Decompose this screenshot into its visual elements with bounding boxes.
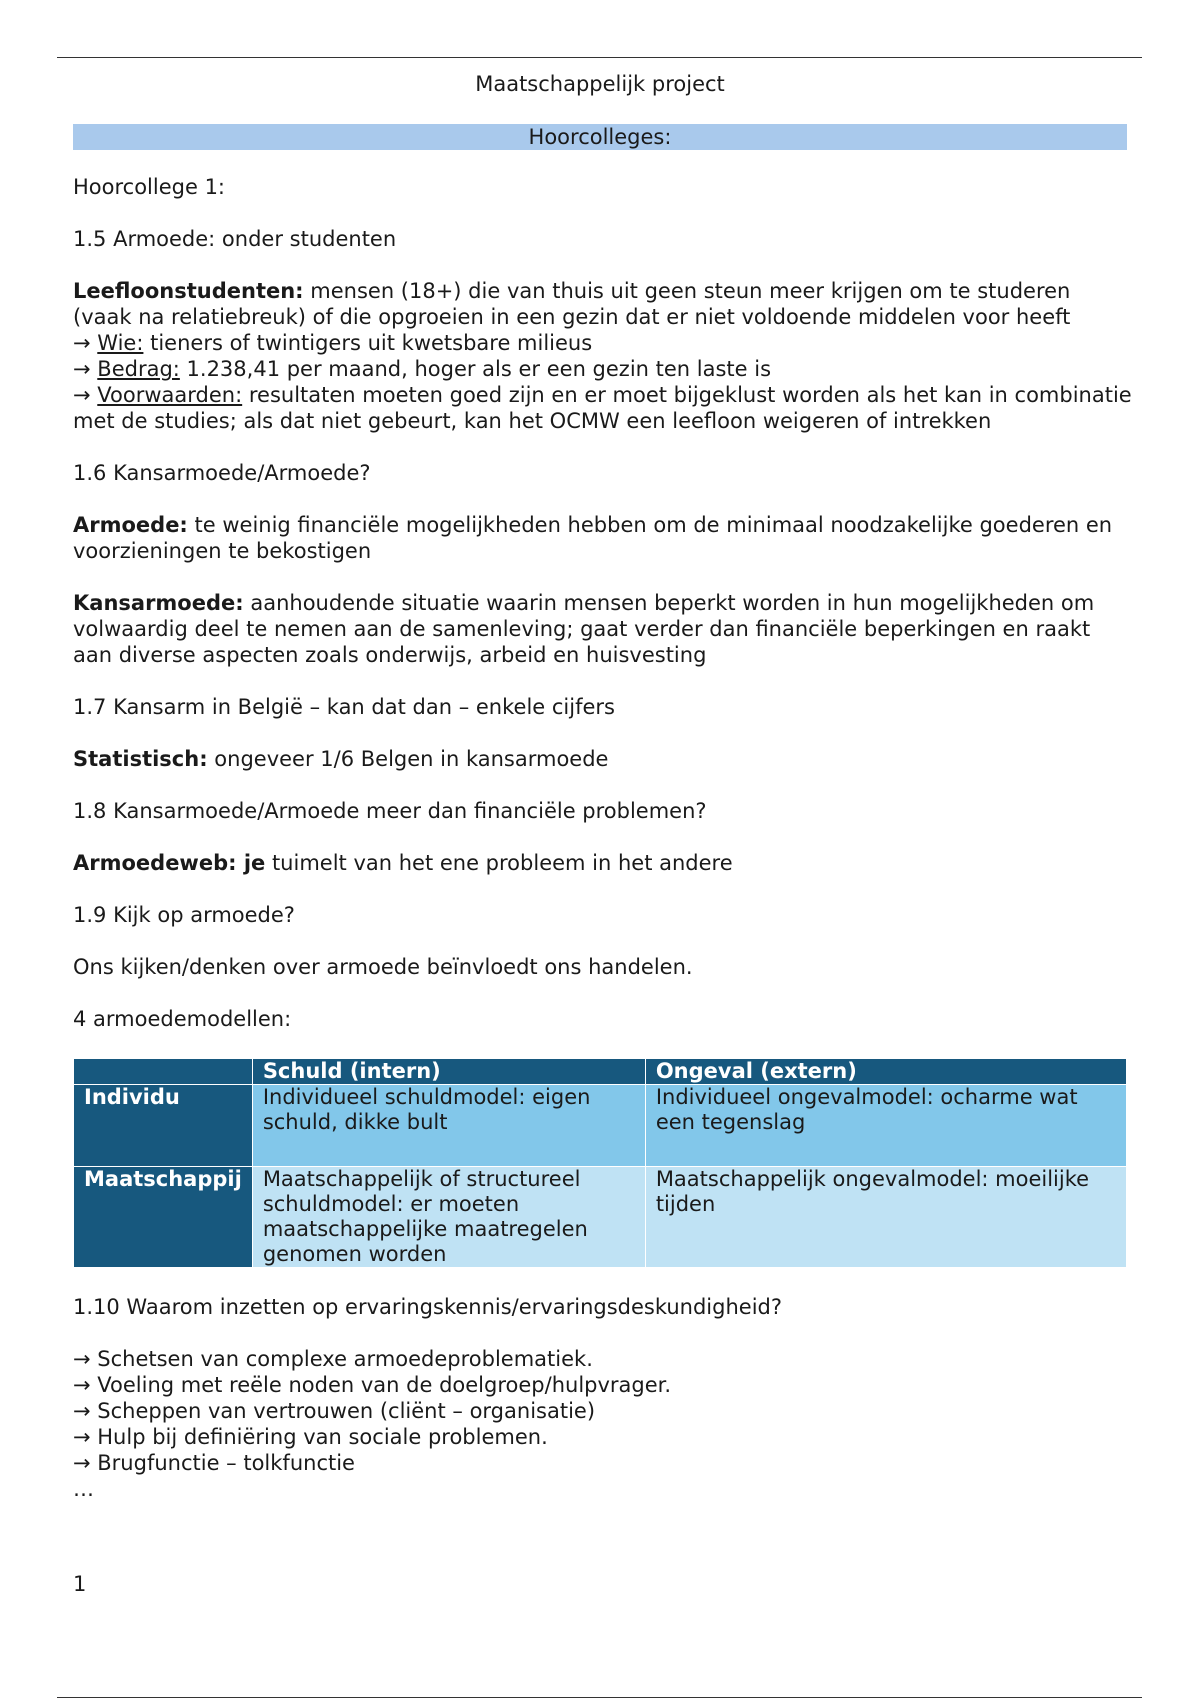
armoedeweb-term: Armoedeweb: je: [73, 851, 266, 875]
list-item: → Voeling met reële noden van de doelgroep/hulpvrager.: [73, 1373, 672, 1397]
list-item: → Brugfunctie – tolkfunctie: [73, 1451, 355, 1475]
table-cell: Maatschappelijk of structureel schuldmodel: er moeten maatschappelijke maatregelen genomen worden: [252, 1167, 645, 1268]
table-row-individu: [74, 1085, 1127, 1167]
table-row-maatschappij: [74, 1167, 1127, 1268]
heading-1-10: 1.10 Waarom inzetten op ervaringskennis/ervaringsdeskundigheid?: [73, 1295, 783, 1319]
leefloon-item-bedrag: → Bedrag: 1.238,41 per maand, hoger als er een gezin ten laste is: [73, 357, 772, 381]
row-header-maatschappij: Maatschappij: [74, 1167, 253, 1268]
table-cell: Individueel ongevalmodel: ocharme wat een tegenslag: [645, 1085, 1126, 1167]
armoede-term: Armoede:: [73, 513, 188, 537]
heading-1-6: 1.6 Kansarmoede/Armoede?: [73, 461, 371, 485]
section-banner: Hoorcolleges:: [73, 124, 1127, 150]
column-header-ongeval: Ongeval (extern): [645, 1059, 1126, 1085]
list-item: → Hulp bij definiëring van sociale problemen.: [73, 1425, 548, 1449]
row-header-individu: Individu: [74, 1085, 253, 1167]
heading-1-9: 1.9 Kijk op armoede?: [73, 903, 295, 927]
statistisch-line: Statistisch: ongeveer 1/6 Belgen in kansarmoede: [73, 747, 609, 771]
document-body: [73, 174, 1135, 1528]
heading-1-5: 1.5 Armoede: onder studenten: [73, 227, 397, 251]
kansarmoede-definition: Kansarmoede: aanhoudende situatie waarin mensen beperkt worden in hun mogelijkheden om volwaardig deel te nemen aan de samenleving; gaat verder dan financiële beperkingen en raakt aan diverse aspecten zoals onderwijs, arbeid en huisvesting: [73, 591, 1095, 667]
list-item: → Scheppen van vertrouwen (cliënt – organisatie): [73, 1399, 596, 1423]
heading-1-8: 1.8 Kansarmoede/Armoede meer dan financiële problemen?: [73, 799, 707, 823]
armoede-definition: Armoede: te weinig financiële mogelijkheden hebben om de minimaal noodzakelijke goederen en voorzieningen te bekostigen: [73, 513, 1113, 563]
column-header-schuld: Schuld (intern): [252, 1059, 645, 1085]
top-rule: [57, 57, 1142, 58]
heading-1-7: 1.7 Kansarm in België – kan dat dan – enkele cijfers: [73, 695, 615, 719]
statistisch-term: Statistisch:: [73, 747, 208, 771]
list-item: → Schetsen van complexe armoedeproblematiek.: [73, 1347, 593, 1371]
leefloon-item-wie: → Wie: tieners of twintigers uit kwetsbare milieus: [73, 331, 593, 355]
table-cell: Individueel schuldmodel: eigen schuld, dikke bult: [252, 1085, 645, 1167]
page-title: Maatschappelijk project: [475, 72, 725, 96]
armoedeweb-line: Armoedeweb: je tuimelt van het ene probleem in het andere: [73, 851, 733, 875]
armoedemodellen-table: [73, 1058, 1127, 1268]
leefloon-term: Leefloonstudenten:: [73, 279, 304, 303]
table-cell: Maatschappelijk ongevalmodel: moeilijke tijden: [645, 1167, 1126, 1268]
models-intro: 4 armoedemodellen:: [73, 1007, 292, 1031]
bottom-rule: [57, 1697, 1142, 1698]
table-header-row: [74, 1059, 1127, 1085]
list-item: …: [73, 1477, 94, 1501]
ervaring-list: [73, 1346, 1135, 1502]
kijk-paragraph: Ons kijken/denken over armoede beïnvloedt ons handelen.: [73, 955, 693, 979]
leefloon-definition: Leefloonstudenten: mensen (18+) die van thuis uit geen steun meer krijgen om te studeren (vaak na relatiebreuk) of die opgroeien in een gezin dat er niet voldoende middelen voor heeft: [73, 279, 1071, 329]
leefloon-item-voorwaarden: → Voorwaarden: resultaten moeten goed zijn en er moet bijgeklust worden als het kan in combinatie met de studies; als dat niet gebeurt, kan het OCMW een leefloon weigeren of intrekken: [73, 383, 1132, 433]
kansarmoede-term: Kansarmoede:: [73, 591, 244, 615]
table-corner-cell: [74, 1059, 253, 1085]
page-number: 1: [73, 1572, 87, 1596]
heading-hoorcollege-1: Hoorcollege 1:: [73, 175, 226, 199]
leefloon-block: [73, 278, 1135, 434]
